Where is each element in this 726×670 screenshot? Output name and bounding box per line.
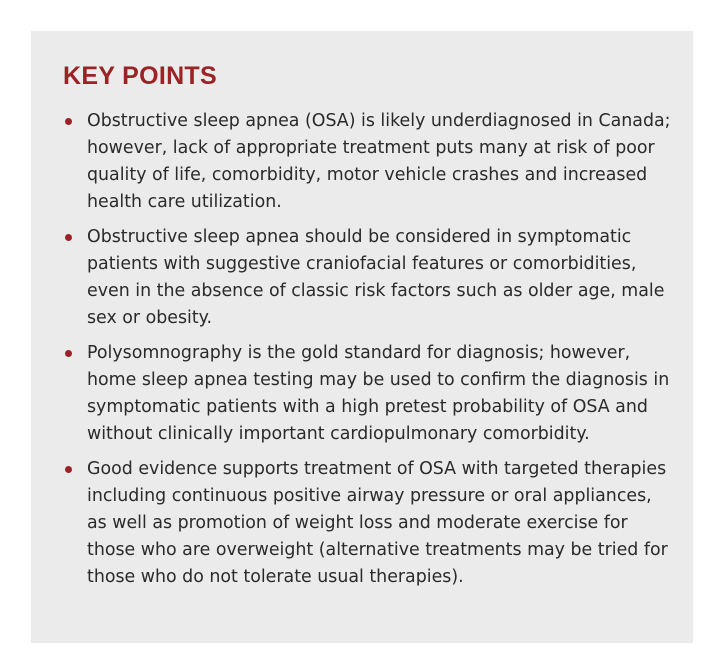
key-points-box — [31, 31, 693, 643]
key-points-title: KEY POINTS — [63, 62, 217, 90]
key-point-item — [63, 340, 673, 448]
key-points-list — [63, 108, 673, 599]
key-point-text: Obstructive sleep apnea (OSA) is likely underdiagnosed in Canada; however, lack of appropriate treatment puts many at risk of poor quality of life, comorbidity, motor vehicle crashes and increased health care utilization. — [87, 111, 671, 212]
key-point-item — [63, 456, 673, 591]
bullet-dot-icon — [65, 350, 72, 357]
key-point-text: Polysomnography is the gold standard for diagnosis; however, home sleep apnea testing may be used to confirm the diagnosis in symptomatic patients with a high pretest probability of OSA and without clinically important cardiopulmonary comorbidity. — [87, 343, 670, 444]
key-point-text: Obstructive sleep apnea should be considered in symptomatic patients with suggestive craniofacial features or comorbidities, even in the absence of classic risk factors such as older age, male sex or obesity. — [87, 227, 665, 328]
bullet-dot-icon — [65, 466, 72, 473]
bullet-dot-icon — [65, 234, 72, 241]
key-point-item — [63, 108, 673, 216]
key-point-text: Good evidence supports treatment of OSA with targeted therapies including continuous positive airway pressure or oral appliances, as well as promotion of weight loss and moderate exercise for those who are overweight (alternative treatments may be tried for those who do not tolerate usual therapies). — [87, 459, 668, 587]
key-point-item — [63, 224, 673, 332]
bullet-dot-icon — [65, 118, 72, 125]
